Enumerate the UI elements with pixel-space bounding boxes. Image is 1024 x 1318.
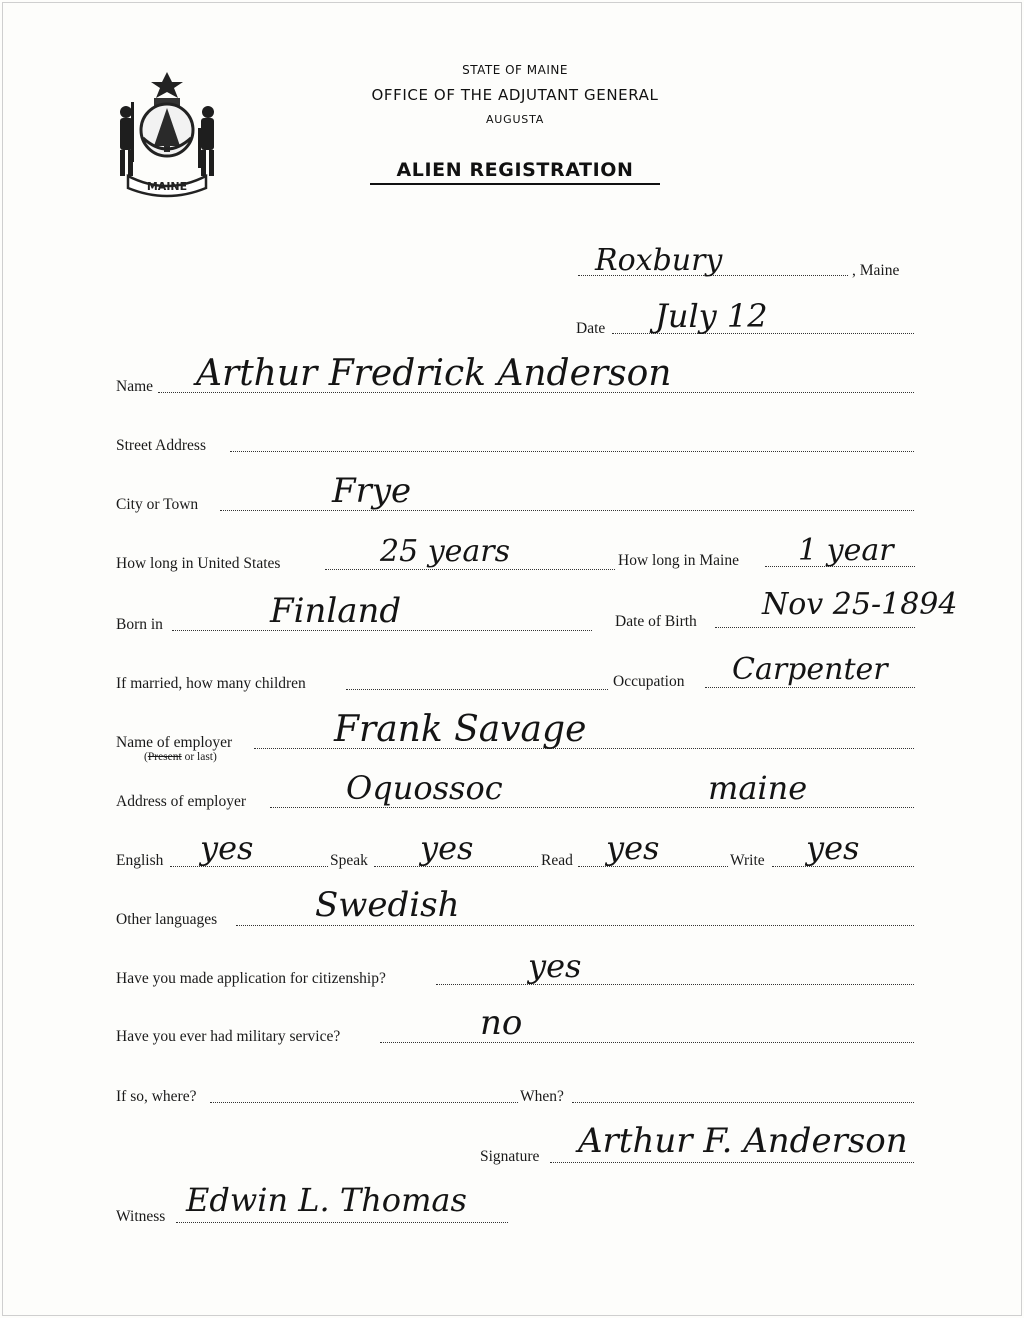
speak-value: yes — [420, 829, 474, 867]
city-or-town-line — [220, 510, 914, 511]
employer-address-value: Oquossoc — [346, 769, 503, 807]
other-languages-value: Swedish — [315, 885, 460, 925]
english-label: English — [116, 852, 164, 869]
witness-label: Witness — [116, 1208, 166, 1225]
how-long-us-label: How long in United States — [116, 555, 281, 572]
born-in-label: Born in — [116, 616, 163, 633]
state-heading: STATE OF MAINE — [462, 63, 568, 77]
read-value: yes — [606, 829, 660, 867]
city-or-town-label: City or Town — [116, 496, 199, 513]
citizenship-value: yes — [528, 947, 582, 985]
employer-address-label: Address of employer — [116, 793, 246, 810]
occupation-value: Carpenter — [732, 652, 888, 687]
military-label: Have you ever had military service? — [116, 1028, 341, 1045]
date-of-birth-line — [715, 627, 915, 628]
form-title: ALIEN REGISTRATION — [370, 159, 660, 185]
name-value: Arthur Fredrick Anderson — [196, 353, 672, 394]
employer-note-struck: Present — [147, 751, 182, 763]
other-languages-line — [236, 925, 914, 926]
date-label: Date — [576, 320, 606, 337]
speak-label: Speak — [330, 852, 368, 869]
military-line — [380, 1042, 914, 1043]
how-long-maine-value: 1 year — [798, 533, 894, 568]
witness-value: Edwin L. Thomas — [186, 1181, 467, 1219]
when-label: When? — [520, 1088, 564, 1105]
how-long-us-value: 25 years — [380, 534, 511, 569]
maine-state-seal-icon — [112, 68, 222, 198]
city-heading: AUGUSTA — [485, 113, 545, 126]
occupation-label: Occupation — [613, 673, 685, 690]
employer-name-label: Name of employer — [116, 734, 233, 751]
citizenship-label: Have you made application for citizenship? — [116, 970, 386, 987]
date-of-birth-value: Nov 25-1894 — [762, 587, 958, 622]
citizenship-line — [436, 984, 914, 985]
if-so-where-label: If so, where? — [116, 1088, 197, 1105]
employer-state-value: maine — [708, 769, 808, 807]
how-long-maine-label: How long in Maine — [618, 552, 739, 569]
town-value: Roxbury — [595, 243, 723, 278]
read-label: Read — [541, 852, 573, 869]
other-languages-label: Other languages — [116, 911, 218, 928]
street-address-label: Street Address — [116, 437, 206, 454]
when-line — [572, 1102, 914, 1103]
employer-note-open: ( — [144, 751, 148, 763]
name-label: Name — [116, 378, 154, 395]
office-heading: OFFICE OF THE ADJUTANT GENERAL — [371, 86, 659, 104]
street-address-line — [230, 451, 914, 452]
english-value: yes — [200, 829, 254, 867]
military-value: no — [480, 1003, 523, 1043]
city-or-town-value: Frye — [332, 471, 412, 511]
if-so-where-line — [210, 1102, 518, 1103]
employer-note-rest: or last) — [181, 751, 217, 763]
how-long-us-line — [325, 569, 615, 570]
married-children-line — [346, 689, 608, 690]
employer-note — [144, 751, 217, 763]
date-value: July 12 — [655, 297, 768, 335]
born-in-value: Finland — [270, 591, 402, 631]
write-value: yes — [806, 829, 860, 867]
seal-banner-text: MAINE — [146, 180, 188, 193]
occupation-line — [705, 687, 915, 688]
employer-address-line — [270, 807, 914, 808]
employer-name-value: Frank Savage — [334, 709, 587, 750]
signature-value: Arthur F. Anderson — [578, 1121, 908, 1161]
married-children-label: If married, how many children — [116, 675, 306, 692]
signature-label: Signature — [480, 1148, 540, 1165]
write-label: Write — [730, 852, 765, 869]
maine-suffix-label: , Maine — [852, 262, 900, 279]
signature-line — [550, 1162, 914, 1163]
date-of-birth-label: Date of Birth — [615, 613, 697, 630]
witness-line — [176, 1222, 508, 1223]
